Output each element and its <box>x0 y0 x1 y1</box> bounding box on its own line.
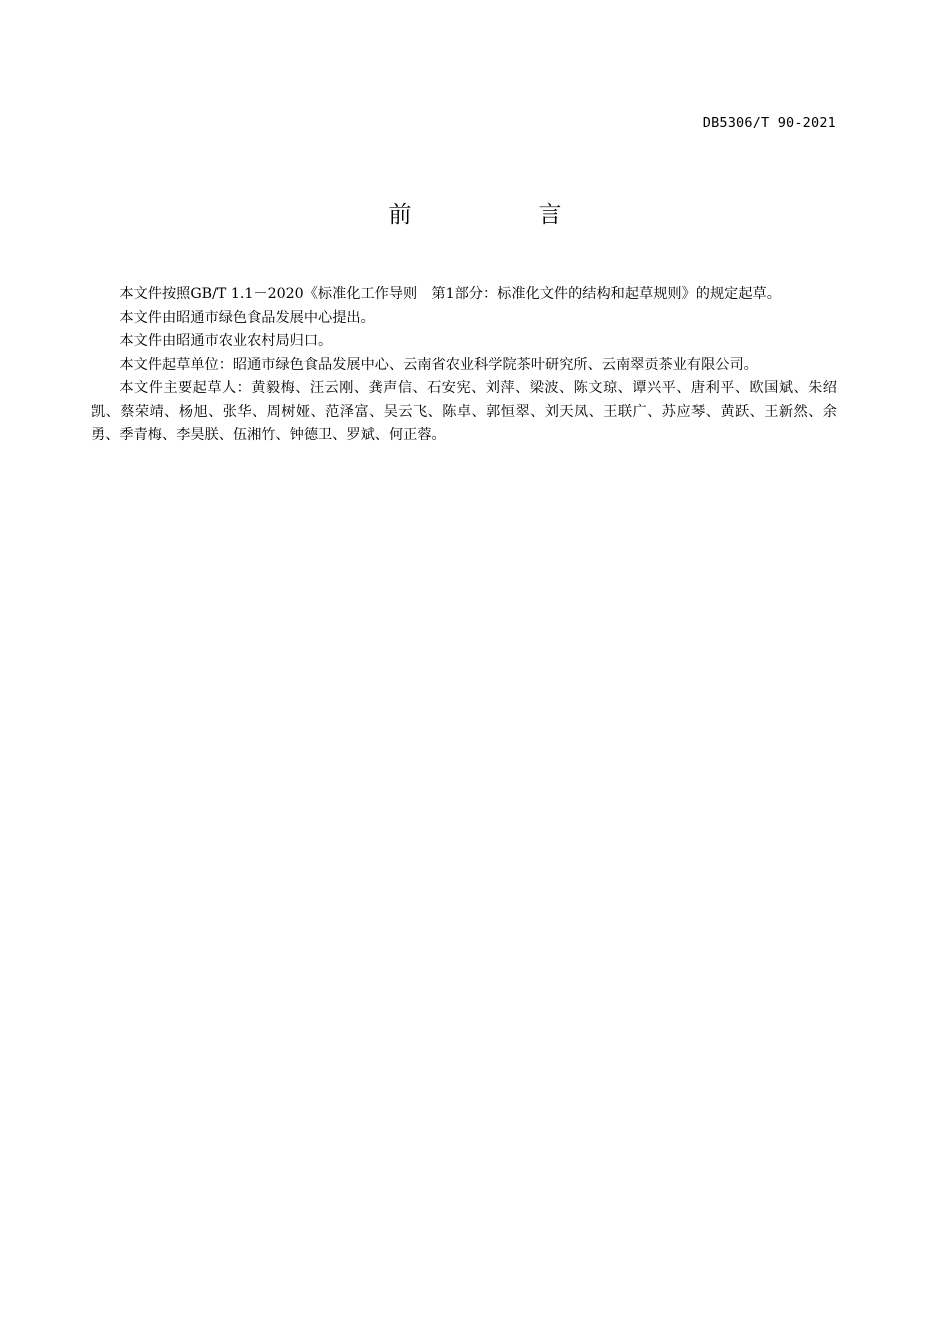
page-title: 前 言 <box>388 202 614 228</box>
paragraph-drafting-rules: 本文件按照GB/T 1.1－2020《标准化工作导则 第1部分：标准化文件的结构和起草规则》的规定起草。 <box>119 286 781 302</box>
paragraph-drafters: 本文件主要起草人：黄毅梅、汪云刚、龚声信、石安宪、刘萍、梁波、陈文琼、谭兴平、唐利平、欧国斌、朱绍凯、蔡荣靖、杨旭、张华、周树娅、范泽富、吴云飞、陈卓、郭恒翠、刘天凤、王联广、苏应琴、黄跃、王新然、余勇、季青梅、李昊朕、伍湘竹、钟德卫、罗斌、何正蓉。 <box>91 380 837 443</box>
paragraph-administrator: 本文件由昭通市农业农村局归口。 <box>119 333 333 349</box>
foreword-body <box>91 283 837 448</box>
paragraph-drafting-units: 本文件起草单位：昭通市绿色食品发展中心、云南省农业科学院茶叶研究所、云南翠贡茶业有限公司。 <box>119 356 758 373</box>
paragraph-proposer: 本文件由昭通市绿色食品发展中心提出。 <box>119 309 375 326</box>
document-number: DB5306/T 90-2021 <box>702 115 836 131</box>
